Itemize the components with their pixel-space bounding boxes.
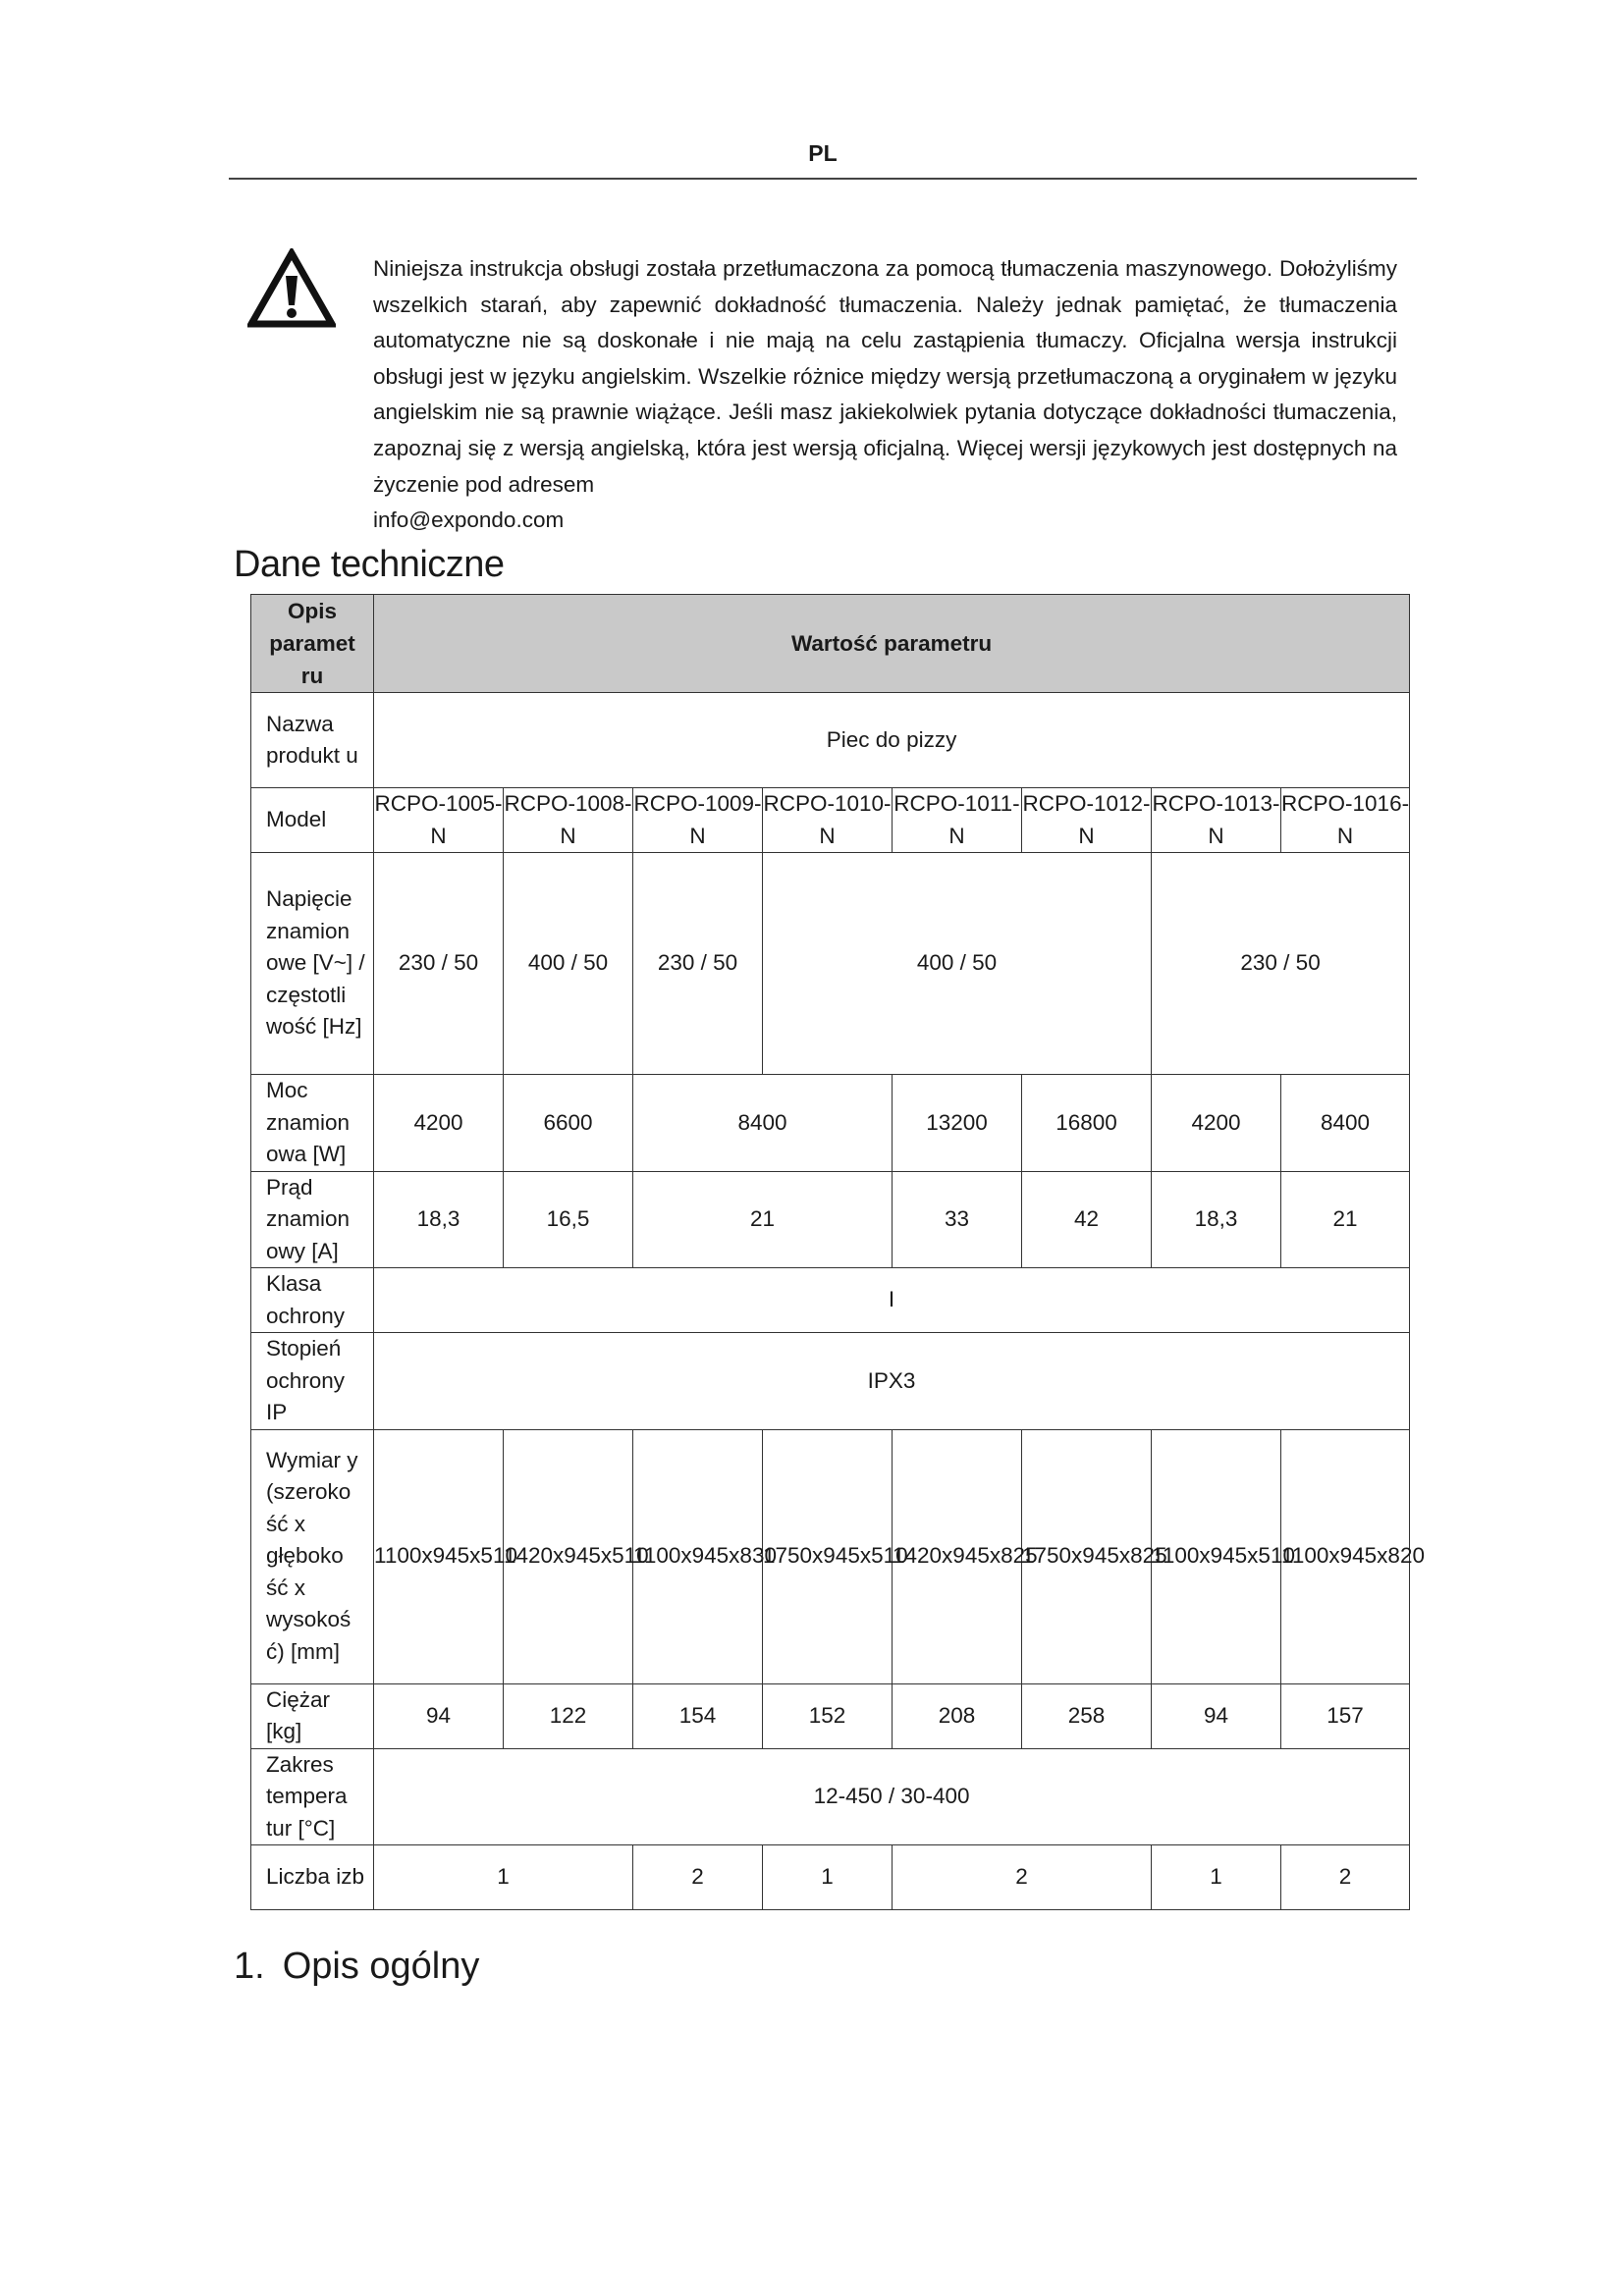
weight-cell: 152 [763, 1683, 893, 1748]
chambers-label: Liczba izb [251, 1845, 374, 1910]
model-cell: RCPO-1012-N [1022, 788, 1152, 853]
voltage-cell: 400 / 50 [763, 853, 1152, 1075]
model-cell: RCPO-1016-N [1281, 788, 1410, 853]
weight-cell: 154 [633, 1683, 763, 1748]
model-row [251, 788, 1410, 853]
current-cell: 42 [1022, 1171, 1152, 1268]
model-cell: RCPO-1008-N [504, 788, 633, 853]
header-param-cell: Opis paramet ru [251, 595, 374, 693]
voltage-label: Napięcie znamion owe [V~] / częstotli wość [Hz] [251, 853, 374, 1075]
current-cell: 33 [893, 1171, 1022, 1268]
technical-data-title: Dane techniczne [234, 544, 505, 585]
chambers-cell: 1 [1152, 1845, 1281, 1910]
table-header-row [251, 595, 1410, 693]
weight-cell: 208 [893, 1683, 1022, 1748]
header-value-cell: Wartość parametru [374, 595, 1410, 693]
power-cell: 8400 [633, 1075, 893, 1172]
power-cell: 4200 [1152, 1075, 1281, 1172]
voltage-cell: 230 / 50 [374, 853, 504, 1075]
voltage-cell: 230 / 50 [633, 853, 763, 1075]
section-title: Opis ogólny [282, 1946, 480, 1987]
model-cell: RCPO-1005-N [374, 788, 504, 853]
dimensions-label: Wymiar y (szeroko ść x głęboko ść x wysokoś ć) [mm] [251, 1429, 374, 1683]
temperature-value: 12-450 / 30-400 [374, 1748, 1410, 1845]
power-row [251, 1075, 1410, 1172]
notice-text: Niniejsza instrukcja obsługi została przetłumaczona za pomocą tłumaczenia maszynowego. Dołożyliśmy wszelkich starań, aby zapewnić dokładność tłumaczenia. Należy jednak pamiętać, że tłumaczenia automatyczne nie są doskonałe i nie mają na celu zastąpienia tłumaczy. Oficjalna wersja instrukcji obsługi jest w języku angielskim. Wszelkie różnice między wersją przetłumaczoną a oryginałem w języku angielskim nie są prawnie wiążące. Jeśli masz jakiekolwiek pytania dotyczące dokładności tłumaczenia, zapoznaj się z wersją angielską, która jest wersją oficjalną. Więcej wersji językowych jest dostępnych na życzenie pod adresem [373, 256, 1397, 497]
product-name-row [251, 693, 1410, 788]
dimensions-cell: 1750x945x825 [1022, 1429, 1152, 1683]
model-cell: RCPO-1010-N [763, 788, 893, 853]
chambers-row [251, 1845, 1410, 1910]
power-cell: 8400 [1281, 1075, 1410, 1172]
warning-triangle-icon [247, 248, 336, 329]
ip-rating-label: Stopień ochrony IP [251, 1333, 374, 1430]
current-cell: 21 [633, 1171, 893, 1268]
dimensions-cell: 1100x945x510 [1152, 1429, 1281, 1683]
weight-label: Ciężar [kg] [251, 1683, 374, 1748]
power-cell: 6600 [504, 1075, 633, 1172]
translation-notice [373, 251, 1397, 539]
chambers-cell: 1 [763, 1845, 893, 1910]
weight-cell: 94 [374, 1683, 504, 1748]
dimensions-row [251, 1429, 1410, 1683]
weight-cell: 157 [1281, 1683, 1410, 1748]
chambers-cell: 2 [893, 1845, 1152, 1910]
voltage-cell: 230 / 50 [1152, 853, 1410, 1075]
weight-cell: 94 [1152, 1683, 1281, 1748]
model-cell: RCPO-1013-N [1152, 788, 1281, 853]
power-cell: 16800 [1022, 1075, 1152, 1172]
model-label: Model [251, 788, 374, 853]
dimensions-cell: 1100x945x830 [633, 1429, 763, 1683]
current-cell: 18,3 [374, 1171, 504, 1268]
header-divider [229, 178, 1417, 180]
current-row [251, 1171, 1410, 1268]
ip-rating-row [251, 1333, 1410, 1430]
technical-data-table [250, 594, 1425, 1910]
current-cell: 18,3 [1152, 1171, 1281, 1268]
ip-rating-value: IPX3 [374, 1333, 1410, 1430]
protection-class-row [251, 1268, 1410, 1333]
dimensions-cell: 1420x945x825 [893, 1429, 1022, 1683]
current-label: Prąd znamion owy [A] [251, 1171, 374, 1268]
general-description-heading [234, 1946, 479, 1988]
model-cell: RCPO-1011-N [893, 788, 1022, 853]
chambers-cell: 2 [633, 1845, 763, 1910]
product-name-label: Nazwa produkt u [251, 693, 374, 788]
dimensions-cell: 1100x945x510 [374, 1429, 504, 1683]
dimensions-cell: 1420x945x510 [504, 1429, 633, 1683]
dimensions-cell: 1100x945x820 [1281, 1429, 1410, 1683]
section-number: 1. [234, 1946, 265, 1987]
weight-row [251, 1683, 1410, 1748]
protection-class-label: Klasa ochrony [251, 1268, 374, 1333]
current-cell: 16,5 [504, 1171, 633, 1268]
temperature-label: Zakres tempera tur [°C] [251, 1748, 374, 1845]
power-cell: 13200 [893, 1075, 1022, 1172]
power-cell: 4200 [374, 1075, 504, 1172]
contact-email: info@expondo.com [373, 507, 565, 533]
voltage-cell: 400 / 50 [504, 853, 633, 1075]
voltage-row [251, 853, 1410, 1075]
current-cell: 21 [1281, 1171, 1410, 1268]
model-cell: RCPO-1009-N [633, 788, 763, 853]
chambers-cell: 2 [1281, 1845, 1410, 1910]
chambers-cell: 1 [374, 1845, 633, 1910]
weight-cell: 258 [1022, 1683, 1152, 1748]
protection-class-value: I [374, 1268, 1410, 1333]
product-name-value: Piec do pizzy [374, 693, 1410, 788]
temperature-row [251, 1748, 1410, 1845]
weight-cell: 122 [504, 1683, 633, 1748]
power-label: Moc znamion owa [W] [251, 1075, 374, 1172]
dimensions-cell: 1750x945x510 [763, 1429, 893, 1683]
page-language-label: PL [808, 140, 838, 166]
